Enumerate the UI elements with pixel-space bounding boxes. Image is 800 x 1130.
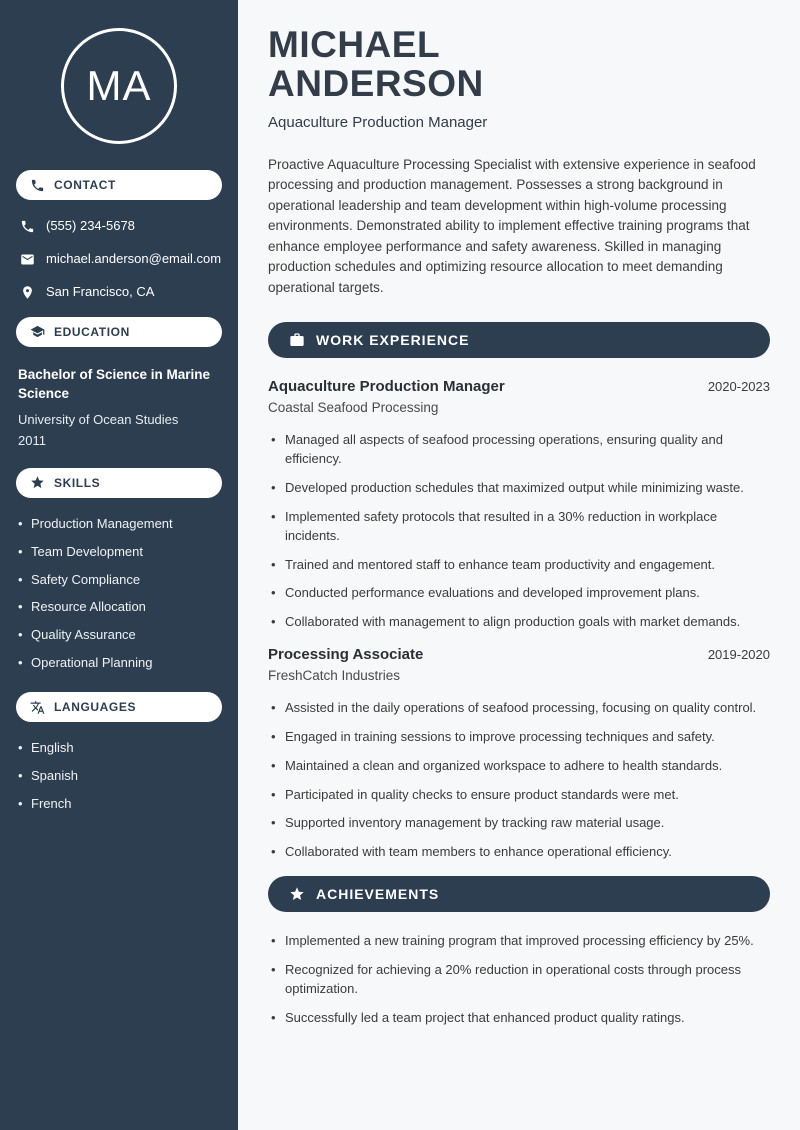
language-item: • Spanish	[18, 768, 222, 785]
job-head	[268, 378, 770, 395]
candidate-name	[268, 26, 770, 104]
job-bullet: • Supported inventory management by tracking raw material usage.	[268, 814, 770, 833]
job-bullet: • Conducted performance evaluations and developed improvement plans.	[268, 584, 770, 603]
phone-icon	[30, 178, 45, 193]
phone-icon	[20, 219, 35, 234]
job-bullet-list	[268, 699, 770, 862]
achievement-item: • Successfully led a team project that enhanced product quality ratings.	[268, 1009, 770, 1028]
avatar	[61, 28, 177, 144]
candidate-name-line2: ANDERSON	[268, 62, 484, 104]
skill-item: • Resource Allocation	[18, 599, 222, 616]
achievement-item: • Implemented a new training program that improved processing efficiency by 25%.	[268, 932, 770, 951]
job-bullet: • Participated in quality checks to ensure product standards were met.	[268, 786, 770, 805]
achievements-list	[268, 932, 770, 1027]
job-company: Coastal Seafood Processing	[268, 400, 439, 416]
job-bullet: • Assisted in the daily operations of seafood processing, focusing on quality control.	[268, 699, 770, 718]
location-pin-icon	[20, 285, 35, 300]
achievements-banner	[268, 876, 770, 912]
job-dates: 2019-2020	[707, 647, 770, 663]
skill-item: • Team Development	[18, 544, 222, 561]
contact-heading: CONTACT	[54, 178, 116, 192]
job-bullet: • Collaborated with team members to enhance operational efficiency.	[268, 843, 770, 862]
job-title: Aquaculture Production Manager	[268, 378, 505, 396]
languages-list	[18, 740, 222, 813]
education-heading: EDUCATION	[54, 324, 130, 339]
achievements-heading: ACHIEVEMENTS	[316, 886, 440, 903]
job-bullet: • Developed production schedules that maximized output while minimizing waste.	[268, 479, 770, 498]
skill-item: • Quality Assurance	[18, 627, 222, 644]
avatar-wrap	[16, 28, 222, 144]
contact-location-row	[20, 284, 222, 301]
work-experience-banner	[268, 322, 770, 358]
education-section-header	[16, 317, 222, 347]
job-bullet-list	[268, 431, 770, 632]
job-bullet: • Collaborated with management to align production goals with market demands.	[268, 613, 770, 632]
job-bullet: • Engaged in training sessions to improve processing techniques and safety.	[268, 728, 770, 747]
contact-email-row	[20, 251, 222, 268]
candidate-title: Aquaculture Production Manager	[268, 113, 488, 131]
contact-email: michael.anderson@email.com	[46, 250, 222, 266]
skills-heading: SKILLS	[54, 475, 101, 490]
job-bullet: • Maintained a clean and organized workspace to adhere to health standards.	[268, 757, 770, 776]
achievement-item: • Recognized for achieving a 20% reduction in operational costs through process optimization.	[268, 961, 770, 999]
skills-list	[18, 516, 222, 672]
job-company: FreshCatch Industries	[268, 668, 401, 684]
candidate-name-line1: MICHAEL	[268, 24, 441, 65]
sidebar	[0, 0, 238, 1130]
job-bullet: • Managed all aspects of seafood processing operations, ensuring quality and efficiency.	[268, 431, 770, 469]
translate-icon	[30, 700, 45, 715]
contact-location: San Francisco, CA	[46, 283, 155, 299]
contact-section-header	[16, 170, 222, 200]
skills-section-header	[16, 468, 222, 498]
job-entry	[268, 378, 770, 632]
briefcase-icon	[289, 332, 305, 348]
contact-phone: (555) 234-5678	[46, 218, 135, 233]
job-title: Processing Associate	[268, 646, 424, 664]
skill-item: • Safety Compliance	[18, 572, 222, 589]
job-dates: 2020-2023	[707, 379, 770, 395]
language-item: • French	[18, 796, 222, 813]
avatar-initials: MA	[86, 62, 152, 109]
job-bullet: • Trained and mentored staff to enhance team productivity and engagement.	[268, 556, 770, 575]
mail-icon	[20, 252, 35, 267]
language-item: • English	[18, 740, 222, 757]
graduation-cap-icon	[30, 324, 45, 339]
job-entry	[268, 646, 770, 862]
education-degree: Bachelor of Science in Marine Science	[18, 366, 211, 402]
star-icon	[30, 475, 45, 490]
job-bullet: • Implemented safety protocols that resulted in a 30% reduction in workplace incidents.	[268, 508, 770, 546]
skill-item: • Operational Planning	[18, 655, 222, 672]
skill-item: • Production Management	[18, 516, 222, 533]
languages-section-header	[16, 692, 222, 722]
star-icon	[289, 886, 305, 902]
job-head	[268, 646, 770, 663]
profile-summary: Proactive Aquaculture Processing Specialist with extensive experience in seafood processing and production management. Possesses a strong background in operational leadership and team development within high-volume processing environments. Demonstrated ability to implement effective training programs that enhance employee performance and safety awareness. Skilled in managing production schedules and optimizing resource allocation to meet demanding operational targets.	[268, 156, 756, 295]
contact-phone-row	[20, 218, 222, 235]
main-content	[238, 0, 800, 1130]
languages-heading: LANGUAGES	[54, 700, 137, 715]
education-year: 2011	[18, 432, 46, 448]
work-experience-heading: WORK EXPERIENCE	[316, 332, 470, 349]
education-school: University of Ocean Studies	[18, 411, 179, 427]
